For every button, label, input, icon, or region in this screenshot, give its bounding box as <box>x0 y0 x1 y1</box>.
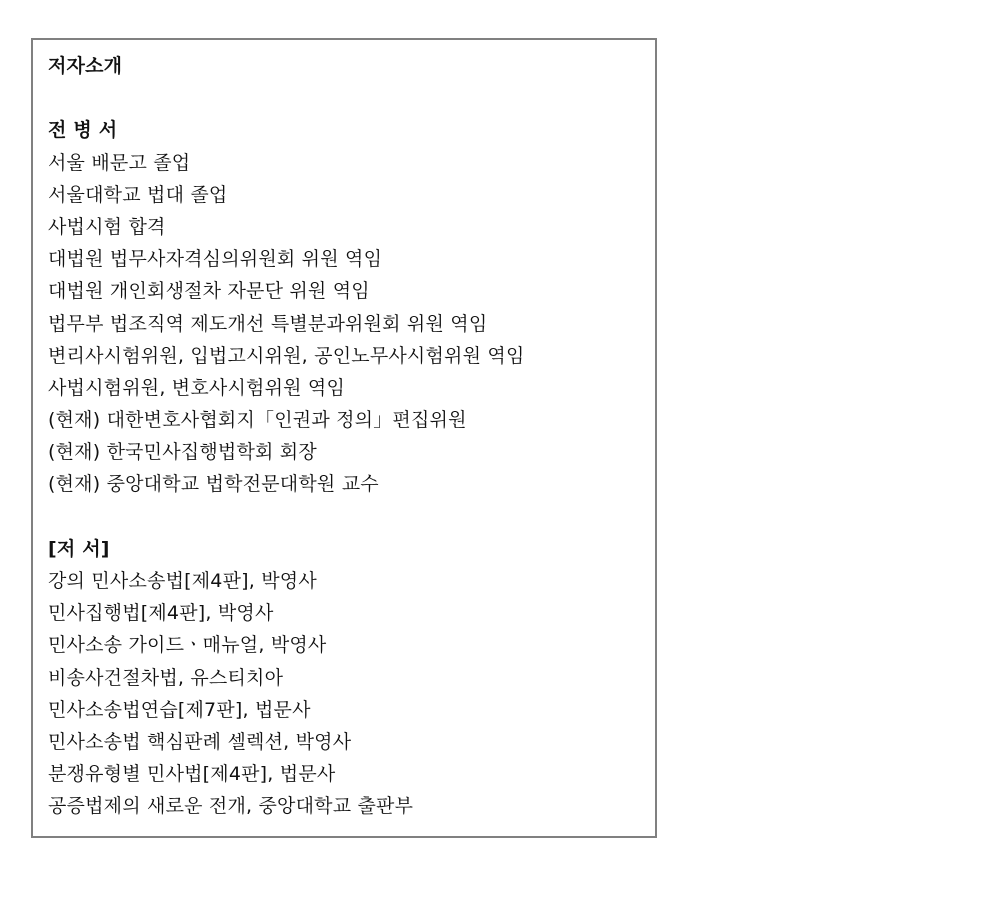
career-item: 대법원 개인회생절차 자문단 위원 역임 <box>48 280 370 303</box>
book-item: 비송사건절차법, 유스티치아 <box>48 666 284 689</box>
book-item: 공증법제의 새로운 전개, 중앙대학교 출판부 <box>48 795 414 818</box>
book-item: 민사소송법연습[제7판], 법문사 <box>48 698 311 721</box>
book-item: 분쟁유형별 민사법[제4판], 법문사 <box>48 763 336 786</box>
career-item: 법무부 법조직역 제도개선 특별분과위원회 위원 역임 <box>48 312 488 335</box>
books-list <box>48 565 651 823</box>
book-item: 민사집행법[제4판], 박영사 <box>48 602 274 625</box>
career-item: 사법시험 합격 <box>48 215 166 238</box>
author-name: 전 병 서 <box>48 119 118 142</box>
career-item: 서울 배문고 졸업 <box>48 151 191 174</box>
career-item: (현재) 한국민사집행법학회 회장 <box>48 441 317 464</box>
section-title: 저자소개 <box>48 55 123 77</box>
career-item: 서울대학교 법대 졸업 <box>48 183 228 206</box>
books-heading: [저 서] <box>48 537 110 560</box>
career-item: 사법시험위원, 변호사시험위원 역임 <box>48 376 346 399</box>
career-item: 대법원 법무사자격심의위원회 위원 역임 <box>48 248 383 271</box>
career-item: (현재) 대한변호사협회지「인권과 정의」편집위원 <box>48 409 467 432</box>
career-item: 변리사시험위원, 입법고시위원, 공인노무사시험위원 역임 <box>48 344 525 367</box>
author-intro-box <box>31 38 657 838</box>
career-item: (현재) 중앙대학교 법학전문대학원 교수 <box>48 473 379 496</box>
spacer <box>48 82 651 114</box>
book-item: 민사소송법 핵심판례 셀렉션, 박영사 <box>48 730 352 753</box>
book-item: 강의 민사소송법[제4판], 박영사 <box>48 570 317 592</box>
spacer <box>48 501 651 533</box>
book-item: 민사소송 가이드ㆍ매뉴얼, 박영사 <box>48 634 327 657</box>
author-intro-content <box>48 50 651 823</box>
career-list <box>48 147 651 501</box>
